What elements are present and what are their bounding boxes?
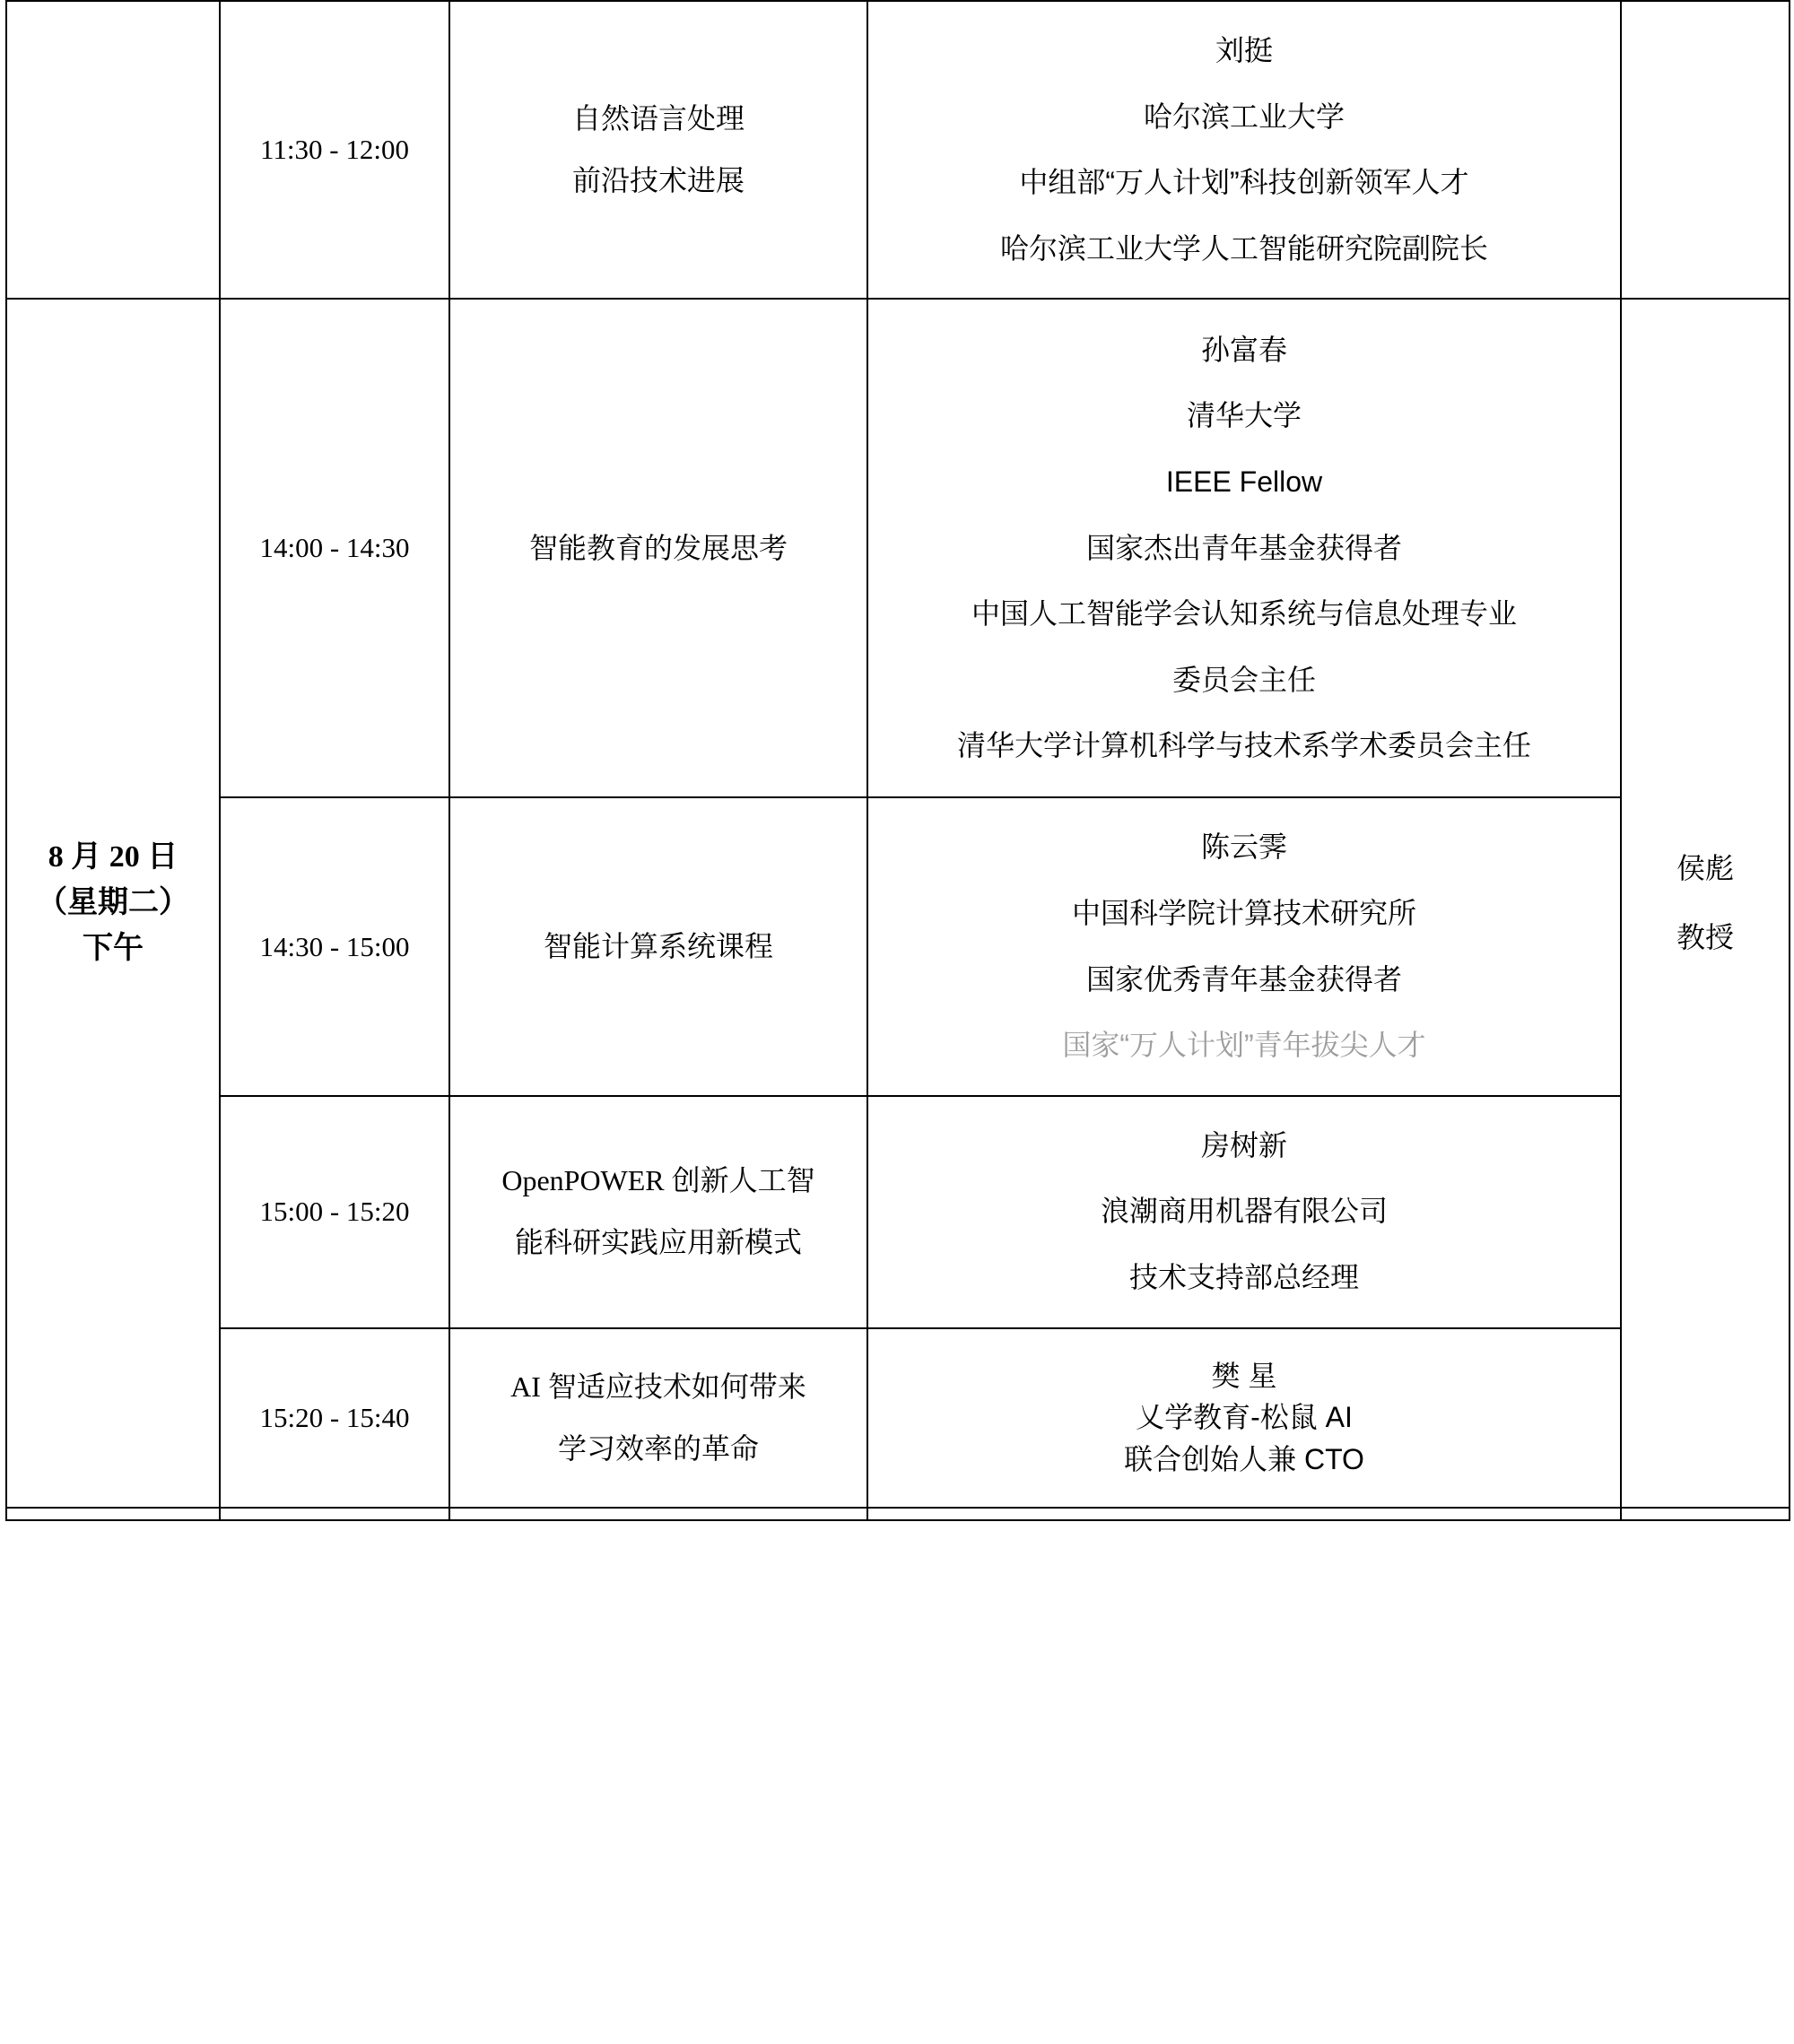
- topic-line: 智能教育的发展思考: [528, 531, 788, 564]
- speaker-title: 国家优秀青年基金获得者: [1085, 962, 1402, 996]
- speaker-affiliation: 哈尔滨工业大学: [1143, 100, 1345, 133]
- speaker-name: 陈云霁: [1200, 831, 1287, 864]
- topic-line: 智能计算系统课程: [543, 930, 773, 963]
- table-row: [6, 1328, 1790, 1508]
- topic-cell: [449, 299, 867, 797]
- host-cell-empty: [1621, 1, 1790, 299]
- speaker-cell: [867, 1096, 1621, 1328]
- table-row-partial: [6, 1508, 1790, 1520]
- day-cell-partial: [6, 1508, 220, 1520]
- topic-cell: [449, 797, 867, 1095]
- time-cell: [220, 1096, 449, 1328]
- day-line: 下午: [83, 932, 144, 966]
- topic-line: 学习效率的革命: [557, 1431, 759, 1465]
- topic-cell: [449, 1096, 867, 1328]
- host-cell-partial: [1621, 1508, 1790, 1520]
- time-text: 14:00 - 14:30: [259, 532, 410, 564]
- time-cell: [220, 797, 449, 1095]
- schedule-table: [5, 0, 1790, 1521]
- speaker-title: 哈尔滨工业大学人工智能研究院副院长: [999, 231, 1488, 265]
- time-text: 11:30 - 12:00: [260, 134, 409, 166]
- host-cell: [1621, 299, 1790, 1507]
- speaker-name: 刘挺: [1215, 34, 1273, 66]
- speaker-title: 国家杰出青年基金获得者: [1085, 531, 1402, 564]
- speaker-title: 联合创始人兼 CTO: [1124, 1442, 1364, 1475]
- time-cell: [220, 1, 449, 299]
- speaker-affiliation: 清华大学: [1186, 399, 1302, 432]
- topic-line: AI 智适应技术如何带来: [510, 1370, 806, 1403]
- speaker-title: 委员会主任: [1171, 663, 1316, 696]
- table-row: [6, 299, 1790, 797]
- speaker-name: 樊 星: [1211, 1359, 1277, 1392]
- day-cell-empty: [6, 1, 220, 299]
- topic-line: 自然语言处理: [571, 102, 745, 135]
- speaker-cell-partial: [867, 1508, 1621, 1520]
- speaker-title: 清华大学计算机科学与技术系学术委员会主任: [956, 729, 1531, 762]
- table-row: [6, 1, 1790, 299]
- day-line: （星期二）: [37, 886, 189, 920]
- speaker-title: 中组部“万人计划”科技创新领军人才: [1019, 166, 1469, 199]
- table-row: [6, 1096, 1790, 1328]
- speaker-cell: [867, 1, 1621, 299]
- speaker-cell: [867, 1328, 1621, 1508]
- time-cell: [220, 299, 449, 797]
- speaker-affiliation: 中国科学院计算技术研究所: [1071, 896, 1416, 929]
- day-line: 8 月 20 日: [48, 840, 179, 874]
- speaker-title: IEEE Fellow: [1165, 465, 1323, 498]
- speaker-name: 房树新: [1200, 1128, 1287, 1161]
- time-text: 15:00 - 15:20: [259, 1196, 410, 1228]
- host-name: 侯彪: [1676, 852, 1734, 885]
- day-cell: [6, 299, 220, 1507]
- host-title: 教授: [1676, 920, 1734, 953]
- speaker-title: 国家“万人计划”青年拔尖人才: [1062, 1029, 1426, 1062]
- topic-line: 前沿技术进展: [571, 164, 745, 197]
- time-cell: [220, 1328, 449, 1508]
- speaker-cell: [867, 299, 1621, 797]
- time-cell-partial: [220, 1508, 449, 1520]
- table-row: [6, 797, 1790, 1095]
- speaker-title: 技术支持部总经理: [1128, 1260, 1359, 1293]
- topic-cell: [449, 1, 867, 299]
- topic-cell-partial: [449, 1508, 867, 1520]
- topic-line: OpenPOWER 创新人工智: [501, 1164, 815, 1197]
- topic-cell: [449, 1328, 867, 1508]
- speaker-name: 孙富春: [1200, 333, 1287, 366]
- topic-line: 能科研实践应用新模式: [514, 1226, 802, 1259]
- time-text: 15:20 - 15:40: [259, 1401, 410, 1433]
- speaker-cell: [867, 797, 1621, 1095]
- speaker-affiliation: 浪潮商用机器有限公司: [1100, 1195, 1388, 1228]
- speaker-title: 中国人工智能学会认知系统与信息处理专业: [971, 597, 1517, 631]
- speaker-affiliation: 乂学教育-松鼠 AI: [1136, 1401, 1353, 1434]
- time-text: 14:30 - 15:00: [259, 930, 410, 962]
